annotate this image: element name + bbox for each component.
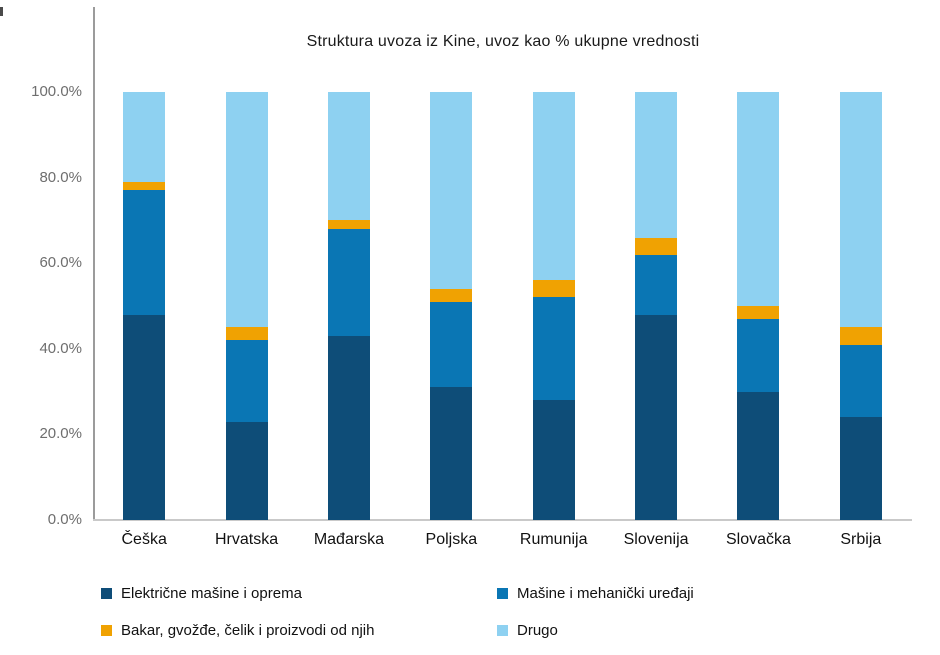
- bar-segment: [737, 306, 779, 319]
- x-category-label: Poljska: [425, 531, 478, 548]
- plot-area: [93, 92, 912, 520]
- x-category-label: Slovačka: [725, 531, 791, 548]
- bar-segment: [226, 327, 268, 340]
- y-axis-labels: [0, 0, 82, 655]
- bar-segment: [226, 340, 268, 421]
- y-tick-label: 0.0%: [47, 511, 82, 528]
- legend-label: Mašine i mehanički uređaji: [517, 585, 694, 602]
- bar-segment: [737, 92, 779, 306]
- bar-segment: [123, 92, 165, 182]
- bar-1: [123, 92, 165, 520]
- bar-segment: [123, 190, 165, 314]
- bar-segment: [737, 319, 779, 392]
- bar-segment: [635, 92, 677, 238]
- bar-segment: [533, 297, 575, 400]
- chart-title: Struktura uvoza iz Kine, uvoz kao % ukupne vrednosti: [306, 33, 700, 50]
- bar-segment: [226, 92, 268, 327]
- bar-5: [533, 92, 575, 520]
- bar-segment: [635, 255, 677, 315]
- bar-segment: [328, 336, 370, 520]
- x-category-label: Slovenija: [623, 531, 689, 548]
- bar-segment: [123, 182, 165, 191]
- x-category-label: Rumunija: [519, 531, 588, 548]
- legend-swatch: [101, 588, 112, 599]
- bar-segment: [430, 302, 472, 388]
- bar-segment: [737, 392, 779, 520]
- legend-swatch: [497, 625, 508, 636]
- y-tick-label: 80.0%: [39, 168, 82, 186]
- bar-2: [226, 92, 268, 520]
- legend-swatch: [497, 588, 508, 599]
- bar-8: [840, 92, 882, 520]
- x-category-label: Hrvatska: [215, 531, 279, 548]
- x-category-label: Srbija: [840, 531, 882, 548]
- legend-label: Drugo: [517, 622, 558, 639]
- bar-segment: [328, 229, 370, 336]
- y-tick-label: 60.0%: [39, 254, 82, 272]
- bar-segment: [840, 345, 882, 418]
- legend-label: Bakar, gvožđe, čelik i proizvodi od njih: [121, 622, 375, 639]
- bar-segment: [533, 92, 575, 280]
- bar-4: [430, 92, 472, 520]
- bar-6: [635, 92, 677, 520]
- bar-segment: [533, 400, 575, 520]
- x-category-label: Mađarska: [313, 531, 385, 548]
- y-tick-label: 40.0%: [39, 339, 82, 357]
- bar-segment: [635, 315, 677, 520]
- bar-segment: [123, 315, 165, 520]
- bar-segment: [328, 92, 370, 220]
- bar-segment: [328, 220, 370, 229]
- bar-segment: [430, 92, 472, 289]
- bar-segment: [840, 417, 882, 520]
- legend-swatch: [101, 625, 112, 636]
- bar-segment: [533, 280, 575, 297]
- bar-3: [328, 92, 370, 520]
- x-category-label: Češka: [121, 531, 167, 548]
- legend-label: Električne mašine i oprema: [121, 585, 302, 602]
- bar-segment: [635, 238, 677, 255]
- bar-7: [737, 92, 779, 520]
- y-tick-label: 100.0%: [31, 83, 82, 100]
- bar-segment: [430, 387, 472, 520]
- bar-segment: [226, 422, 268, 520]
- bar-segment: [430, 289, 472, 302]
- bar-segment: [840, 327, 882, 344]
- y-tick-label: 20.0%: [39, 425, 82, 443]
- bar-segment: [840, 92, 882, 327]
